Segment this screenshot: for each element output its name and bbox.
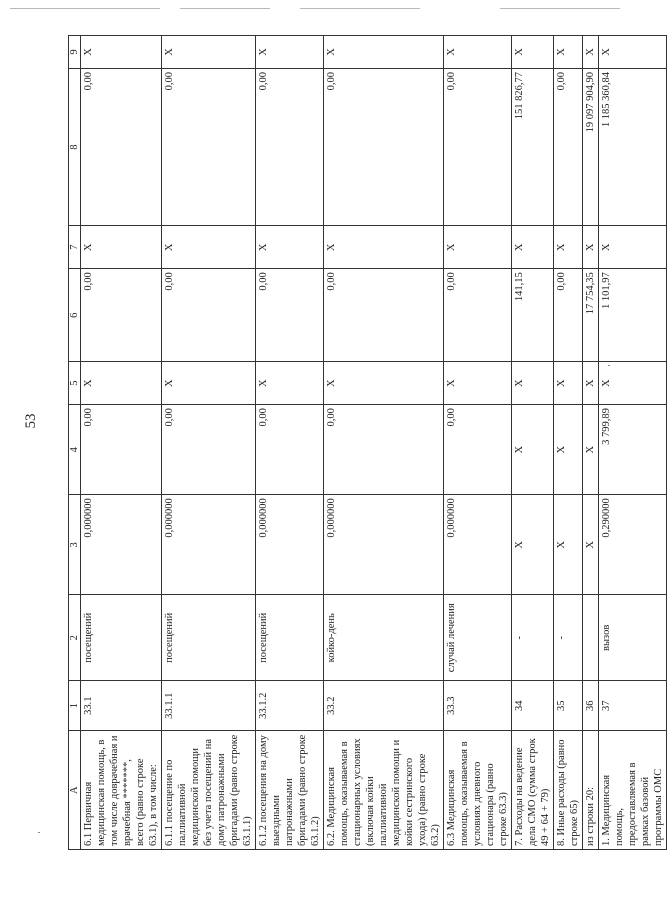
value-cell: 1 185 360,84 bbox=[599, 68, 667, 225]
value-cell: 1 101,97 bbox=[599, 269, 667, 362]
value-cell: X bbox=[256, 362, 324, 405]
value-cell: 0,00 bbox=[81, 269, 162, 362]
value-cell: X bbox=[599, 36, 667, 69]
row-code: 33.1 bbox=[81, 681, 162, 731]
value-cell: X bbox=[512, 405, 554, 495]
unit-cell: посещений bbox=[162, 595, 256, 681]
value-cell: 19 097 904,90 bbox=[583, 68, 599, 225]
table-row bbox=[324, 36, 444, 850]
header-cell: 7 bbox=[69, 226, 81, 269]
table-row bbox=[599, 36, 667, 850]
value-cell: X bbox=[512, 226, 554, 269]
row-code: 33.1.1 bbox=[162, 681, 256, 731]
value-cell: 0,00 bbox=[444, 405, 512, 495]
value-cell: X bbox=[256, 226, 324, 269]
value-cell: X bbox=[324, 362, 444, 405]
table-row bbox=[81, 36, 162, 850]
row-description: 6.3 Медицинская помощь, оказываемая в условиях дневного стационара (равно строке 63.3) bbox=[444, 731, 512, 850]
value-cell: 0,000000 bbox=[256, 495, 324, 595]
value-cell: 0,00 bbox=[444, 269, 512, 362]
page-number: 53 bbox=[23, 413, 39, 429]
value-cell: 0,00 bbox=[256, 68, 324, 225]
header-cell: 5 bbox=[69, 362, 81, 405]
value-cell: X bbox=[583, 495, 599, 595]
row-code: 33.1.2 bbox=[256, 681, 324, 731]
table-row bbox=[554, 36, 583, 850]
value-cell: 0,000000 bbox=[162, 495, 256, 595]
table-row bbox=[444, 36, 512, 850]
table-row bbox=[162, 36, 256, 850]
header-cell: 1 bbox=[69, 681, 81, 731]
row-description: 6.1.1 посещение по паллиативной медицинской помощи без учета посещений на дому патронажными бригадами (равно строке 63.1.1) bbox=[162, 731, 256, 850]
value-cell: 0,00 bbox=[554, 269, 583, 362]
unit-cell bbox=[583, 595, 599, 681]
value-cell: 3 799,89 bbox=[599, 405, 667, 495]
row-description: 6.1 Первичная медицинская помощь, в том числе доврачебная и врачебная *******, всего (равно строке 63.1), в том числе: bbox=[81, 731, 162, 850]
value-cell: X bbox=[554, 362, 583, 405]
header-cell: 4 bbox=[69, 405, 81, 495]
value-cell: X bbox=[583, 36, 599, 69]
header-cell: 3 bbox=[69, 495, 81, 595]
value-cell: X bbox=[554, 36, 583, 69]
unit-cell: посещений bbox=[256, 595, 324, 681]
value-cell: 0,00 bbox=[81, 405, 162, 495]
value-cell: 0,00 bbox=[256, 405, 324, 495]
value-cell: 0,00 bbox=[256, 269, 324, 362]
value-cell: 17 754,35 bbox=[583, 269, 599, 362]
value-cell: 0,00 bbox=[162, 405, 256, 495]
value-cell: X bbox=[554, 405, 583, 495]
row-description: 6.1.2 посещения на дому выездными патронажными бригадами (равно строке 63.1.2) bbox=[256, 731, 324, 850]
table-row bbox=[256, 36, 324, 850]
value-cell: X bbox=[324, 36, 444, 69]
value-cell: X bbox=[512, 36, 554, 69]
value-cell: 0,00 bbox=[444, 68, 512, 225]
unit-cell: случай лечения bbox=[444, 595, 512, 681]
value-cell: 0,000000 bbox=[81, 495, 162, 595]
row-code: 37 bbox=[599, 681, 667, 731]
value-cell: 0,00 bbox=[162, 68, 256, 225]
unit-cell: посещений bbox=[81, 595, 162, 681]
value-cell: 0,000000 bbox=[444, 495, 512, 595]
table-row bbox=[583, 36, 599, 850]
row-code: 33.3 bbox=[444, 681, 512, 731]
value-cell: X bbox=[512, 362, 554, 405]
table-header-row bbox=[69, 36, 81, 850]
scan-speck bbox=[38, 832, 40, 833]
value-cell: X bbox=[81, 362, 162, 405]
row-code: 36 bbox=[583, 681, 599, 731]
value-cell: X bbox=[162, 36, 256, 69]
value-cell: X bbox=[324, 226, 444, 269]
value-cell: X bbox=[444, 226, 512, 269]
unit-cell: койко-день bbox=[324, 595, 444, 681]
value-cell: X bbox=[444, 36, 512, 69]
rotated-table-container bbox=[68, 35, 664, 850]
value-cell: 0,000000 bbox=[324, 495, 444, 595]
value-cell: X bbox=[583, 226, 599, 269]
row-code: 33.2 bbox=[324, 681, 444, 731]
value-cell: 0,00 bbox=[162, 269, 256, 362]
value-cell: X bbox=[554, 495, 583, 595]
value-cell: 0,290000 bbox=[599, 495, 667, 595]
value-cell: 0,00 bbox=[81, 68, 162, 225]
value-cell: X bbox=[599, 226, 667, 269]
value-cell: X bbox=[81, 36, 162, 69]
value-cell: X bbox=[583, 405, 599, 495]
value-cell: 141,15 bbox=[512, 269, 554, 362]
value-cell: 151 826,77 bbox=[512, 68, 554, 225]
row-code: 34 bbox=[512, 681, 554, 731]
value-cell: X bbox=[444, 362, 512, 405]
row-code: 35 bbox=[554, 681, 583, 731]
value-cell: X bbox=[162, 362, 256, 405]
value-cell: X bbox=[599, 362, 667, 405]
data-table bbox=[68, 35, 667, 850]
header-cell: 6 bbox=[69, 269, 81, 362]
row-description: 1. Медицинская помощь, предоставляемая в рамках базовой программы ОМС bbox=[599, 731, 667, 850]
value-cell: X bbox=[256, 36, 324, 69]
value-cell: 0,00 bbox=[324, 68, 444, 225]
row-description: 7. Расходы на ведение дела СМО (сумма строк 49 + 64 + 79) bbox=[512, 731, 554, 850]
unit-cell: - bbox=[554, 595, 583, 681]
value-cell: X bbox=[162, 226, 256, 269]
header-cell: 2 bbox=[69, 595, 81, 681]
unit-cell: вызов bbox=[599, 595, 667, 681]
value-cell: X bbox=[81, 226, 162, 269]
row-description: 8. Иные расходы (равно строке 65) bbox=[554, 731, 583, 850]
value-cell: 0,00 bbox=[324, 269, 444, 362]
value-cell: X bbox=[512, 495, 554, 595]
header-cell: 8 bbox=[69, 68, 81, 225]
scan-edge-artifact bbox=[0, 8, 640, 10]
table-row bbox=[512, 36, 554, 850]
unit-cell: - bbox=[512, 595, 554, 681]
header-cell: 9 bbox=[69, 36, 81, 69]
value-cell: X bbox=[583, 362, 599, 405]
row-description: из строки 20: bbox=[583, 731, 599, 850]
header-cell: A bbox=[69, 731, 81, 850]
value-cell: 0,00 bbox=[554, 68, 583, 225]
value-cell: X bbox=[554, 226, 583, 269]
row-description: 6.2. Медицинская помощь, оказываемая в стационарных условиях (включая койки паллиативной медицинской помощи и койки сестринского ухода) (равно строке 63.2) bbox=[324, 731, 444, 850]
value-cell: 0,00 bbox=[324, 405, 444, 495]
